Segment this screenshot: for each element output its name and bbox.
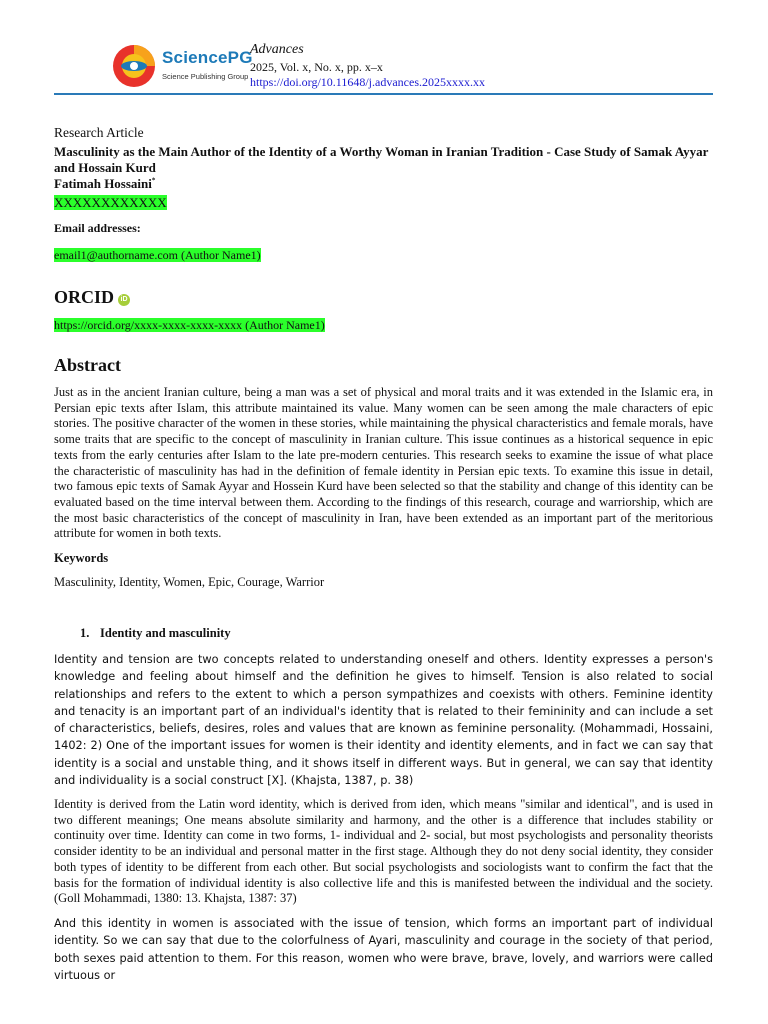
brand-subtitle: Science Publishing Group — [162, 72, 249, 81]
doi-link[interactable]: https://doi.org/10.11648/j.advances.2025xxxx.xx — [250, 75, 485, 89]
section-heading — [80, 626, 231, 641]
author-mark: * — [151, 176, 156, 185]
author-line — [54, 176, 155, 192]
sciencepg-logo-icon — [112, 44, 156, 88]
body-paragraph-1: Identity and tension are two concepts related to understanding oneself and others. Identity expresses a person's knowledge and feeling about himself and the definition he gives to himself. Tension is also related to social relationships and refers to the extent to which a person sympathizes and coexists with others. Feminine identity and tenacity is an important part of an individual's identity that is related to their femininity and can include a set of characteristics, beliefs, desires, roles and values that are known as feminine personality. (Mohammadi, Hossaini, 1402: 2) One of the important issues for women is their identity and identity elements, and in fact we can say that identity is a social and unstable thing, and it shows itself in different ways. But in general, we can say that identity and individuality is a social construct [X]. (Khajsta, 1387, p. 38) — [54, 653, 713, 788]
body-paragraph-2: Identity is derived from the Latin word identity, which is derived from iden, which means "similar and identical", and is used in two different meanings; One means absolute similarity and harmony, and the other is a difference that includes stability or continuity over time. Identity can come in two forms, 1- individual and 2- social, but most psychologists and personality theorists consider identity to be an individual and personal matter in the first stage. Although they do not deny social identity, they consider both types of identity to be different from each other. But social psychologists and sociologists want to confirm the fact that the basis for the formation of individual identity is also collective life and this is manifested between the individual and the society. (Goll Mohammadi, 1380: 13. Khajsta, 1387: 37) — [54, 797, 713, 906]
abstract-text: Just as in the ancient Iranian culture, being a man was a set of physical and moral traits and it was extended in the Islamic era, in Persian epic texts after Islam, this attribute maintained its value. Many women can be seen among the male characters of epic stories. The positive character of the women in these stories, while maintaining the physical characteristics and female morals, have some traits that are specific to the concept of masculinity in Iranian culture. This issue continues as a historical sequence in epic texts from the early centuries after Islam to the late pre-modern centuries. This research seeks to examine the issue of what place the characteristic of masculinity has had in the definition of female identity in Persian epic texts. To examine this issue in detail, two famous epic texts of Samak Ayyar and Hossein Kurd have been selected so that the stability and change of this identity can be evaluated based on the time interval between them. According to the findings of this research, courage and warriorship, which are the most basic characteristics of the concept of masculinity in Iran, have been extended as an important part of the meritorious attribute for women in both texts. — [54, 385, 713, 541]
author-name: Fatimah Hossaini — [54, 176, 152, 191]
email-label: Email addresses: — [54, 221, 141, 235]
orcid-heading-text: ORCID — [54, 287, 115, 307]
abstract-heading: Abstract — [54, 355, 121, 375]
article-type: Research Article — [54, 125, 144, 140]
orcid-line — [54, 318, 325, 333]
journal-header — [54, 0, 713, 95]
section-title: Identity and masculinity — [100, 626, 231, 640]
keywords-heading: Keywords — [54, 551, 109, 565]
affiliation-text: XXXXXXXXXXXX — [54, 195, 167, 210]
body-paragraph-3: And this identity in women is associated with the issue of tension, which forms an important part of individual identity. So we can say that due to the colorfulness of Ayari, masculinity and courage in the society of that period, both sexes paid attention to them. For this reason, women who were brave, brave, lovely, and warriors were called virtuous or — [54, 917, 713, 982]
journal-name: Advances — [250, 42, 304, 57]
orcid-link[interactable]: https://orcid.org/xxxx-xxxx-xxxx-xxxx (Author Name1) — [54, 318, 325, 332]
email-text[interactable]: email1@authorname.com (Author Name1) — [54, 248, 261, 262]
volume-info: 2025, Vol. x, No. x, pp. x–x — [250, 60, 383, 74]
document-page — [54, 0, 713, 982]
orcid-icon: iD — [118, 294, 130, 306]
brand-name: SciencePG — [162, 48, 253, 67]
article-title: Masculinity as the Main Author of the Identity of a Worthy Woman in Iranian Tradition - Case Study of Samak Ayyar and Hossain Kurd — [54, 144, 709, 175]
orcid-heading — [54, 287, 130, 308]
section-number: 1. — [80, 626, 90, 640]
email-line — [54, 248, 261, 263]
affiliation — [54, 195, 167, 211]
keywords-text: Masculinity, Identity, Women, Epic, Courage, Warrior — [54, 575, 325, 589]
